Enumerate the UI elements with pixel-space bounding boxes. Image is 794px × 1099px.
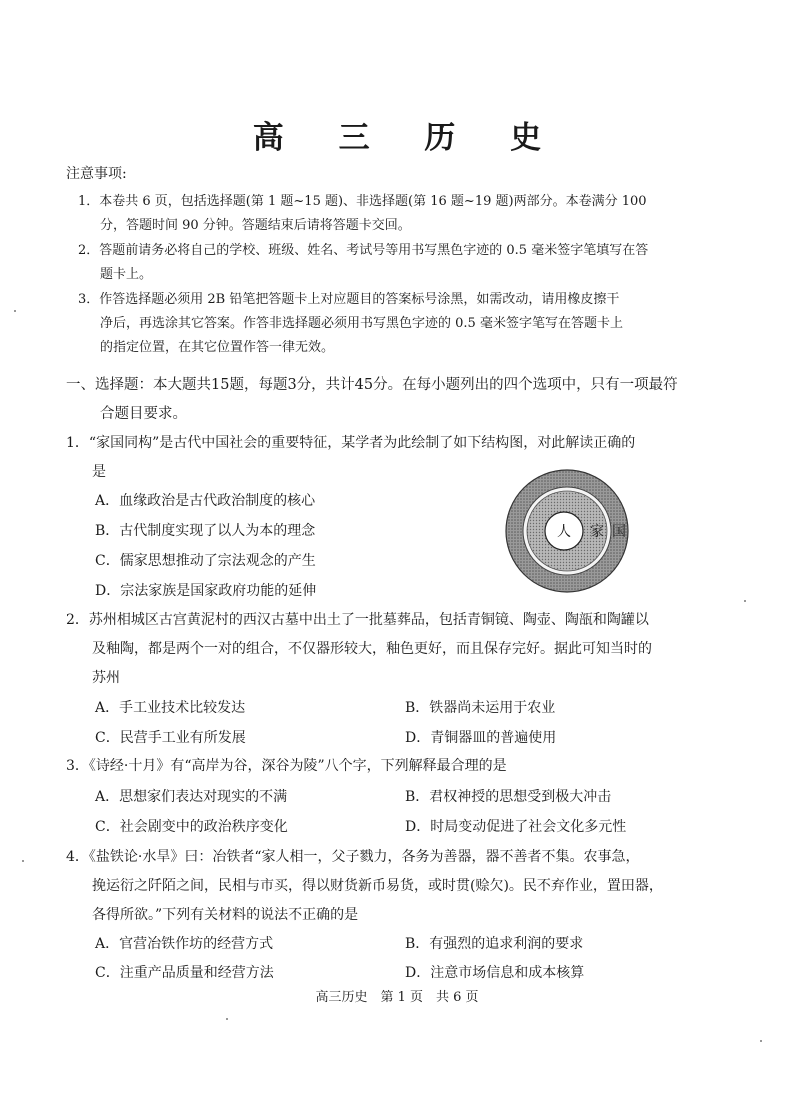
label-family: 家 — [590, 524, 604, 540]
q2-option-b: B．铁器尚未运用于农业 — [405, 700, 556, 716]
scan-speck — [226, 1018, 228, 1020]
q1-option-b: B．古代制度实现了以人为本的理念 — [95, 523, 316, 539]
q4-option-d: D．注意市场信息和成本核算 — [405, 965, 585, 981]
section-heading-line-2: 合题目要求。 — [100, 406, 187, 422]
q4-option-a: A．官营冶铁作坊的经营方式 — [95, 936, 274, 952]
notice-item-2-line-1: 2．答题前请务必将自己的学校、班级、姓名、考试号等用书写黑色字迹的 0.5 毫米签字笔填写在答 — [78, 243, 649, 258]
label-state: 国 — [612, 524, 626, 540]
notice-item-1-line-2: 分，答题时间 90 分钟。答题结束后请将答题卡交回。 — [100, 218, 411, 233]
scan-speck — [22, 860, 24, 862]
q3-option-c: C．社会剧变中的政治秩序变化 — [95, 819, 288, 835]
notice-item-1-line-1: 1．本卷共 6 页，包括选择题(第 1 题~15 题)、非选择题(第 16 题~19 题)两部分。本卷满分 100 — [78, 194, 647, 209]
exam-title: 高 三 历 史 — [252, 120, 564, 156]
notice-item-3-line-2: 净后，再选涂其它答案。作答非选择题必须用书写黑色字迹的 0.5 毫米签字笔写在答题卡上 — [100, 316, 623, 331]
q3-stem: 3．《诗经·十月》有“高岸为谷，深谷为陵”八个字，下列解释最合理的是 — [66, 758, 507, 774]
q4-stem-line-1: 4．《盐铁论·水旱》曰：冶铁者“家人相一，父子戮力，各务为善器，器不善者不集。农事急， — [66, 849, 640, 865]
q2-option-a: A．手工业技术比较发达 — [95, 700, 246, 716]
q2-stem-line-1: 2．苏州相城区古宫黄泥村的西汉古墓中出土了一批墓葬品，包括青铜镜、陶壶、陶瓿和陶罐以 — [66, 612, 649, 628]
q1-stem-line-1: 1．“家国同构”是古代中国社会的重要特征，某学者为此绘制了如下结构图，对此解读正确的 — [66, 435, 636, 451]
q3-option-d: D．时局变动促进了社会文化多元性 — [405, 819, 627, 835]
q1-option-d: D．宗法家族是国家政府功能的延伸 — [95, 583, 317, 599]
page-footer: 高三历史 第 1 页 共 6 页 — [315, 990, 479, 1005]
q2-option-c: C．民营手工业有所发展 — [95, 730, 246, 746]
label-person: 人 — [557, 524, 571, 540]
notice-item-2-line-2: 题卡上。 — [100, 267, 153, 282]
q1-option-a: A．血缘政治是古代政治制度的核心 — [95, 493, 316, 509]
family-state-structure-diagram — [502, 468, 632, 594]
q2-stem-line-2: 及釉陶，都是两个一对的组合，不仅器形较大，釉色更好，而且保存完好。据此可知当时的 — [92, 641, 652, 657]
scan-speck — [14, 310, 16, 312]
q4-stem-line-2: 挽运衍之阡陌之间，民相与市买，得以财货新币易货，或时贯(赊欠)。民不弃作业，置田器， — [92, 878, 663, 894]
q4-option-b: B．有强烈的追求利润的要求 — [405, 936, 584, 952]
section-heading: 一、选择题：本大题共15题，每题3分，共计45分。在每小题列出的四个选项中，只有一项最符 — [66, 377, 678, 393]
notice-item-3-line-3: 的指定位置，在其它位置作答一律无效。 — [100, 340, 335, 355]
notice-heading: 注意事项: — [66, 166, 127, 182]
scan-speck — [760, 1040, 762, 1042]
q1-stem-line-2: 是 — [92, 464, 106, 480]
q3-option-b: B．君权神授的思想受到极大冲击 — [405, 789, 612, 805]
q2-stem-line-3: 苏州 — [92, 670, 120, 686]
q2-option-d: D．青铜器皿的普遍使用 — [405, 730, 557, 746]
scan-speck — [744, 600, 746, 602]
q4-option-c: C．注重产品质量和经营方法 — [95, 965, 274, 981]
q4-stem-line-3: 各得所欲。”下列有关材料的说法不正确的是 — [92, 907, 359, 923]
q1-option-c: C．儒家思想推动了宗法观念的产生 — [95, 553, 316, 569]
notice-item-3-line-1: 3．作答选择题必须用 2B 铅笔把答题卡上对应题目的答案标号涂黑，如需改动，请用橡皮擦干 — [78, 292, 620, 307]
q3-option-a: A．思想家们表达对现实的不满 — [95, 789, 288, 805]
